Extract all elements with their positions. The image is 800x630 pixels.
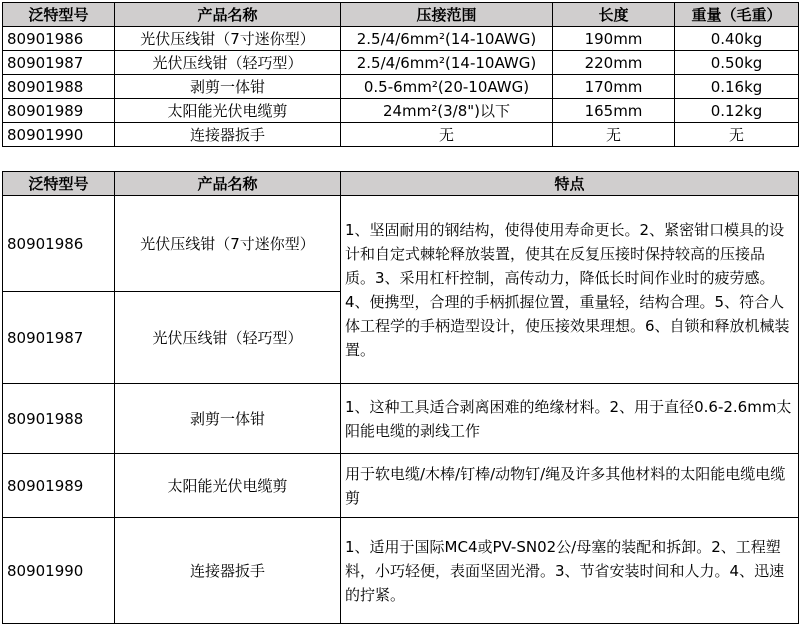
header-name: 产品名称	[115, 3, 341, 27]
range-cell: 0.5-6mm²(20-10AWG)	[341, 75, 553, 99]
model-cell: 80901990	[3, 123, 115, 147]
weight-cell: 0.16kg	[675, 75, 799, 99]
name-cell: 太阳能光伏电缆剪	[115, 99, 341, 123]
model-cell: 80901988	[3, 384, 115, 454]
name-cell: 光伏压线钳（轻巧型）	[115, 292, 341, 384]
header-model: 泛特型号	[3, 3, 115, 27]
range-cell: 2.5/4/6mm²(14-10AWG)	[341, 51, 553, 75]
name-cell: 剥剪一体钳	[115, 75, 341, 99]
features-cell: 1、坚固耐用的钢结构，使得使用寿命更长。2、紧密钳口模具的设计和自定式棘轮释放装置，使其在反复压接时保持较高的压接品质。3、采用杠杆控制，高传动力，降低长时间作业时的疲劳感。4、便携型，合理的手柄抓握位置，重量轻，结构合理。5、符合人体工程学的手柄造型设计，使压接效果理想。6、自锁和释放机械装置。	[341, 196, 799, 384]
range-cell: 24mm²(3/8")以下	[341, 99, 553, 123]
name-cell: 剥剪一体钳	[115, 384, 341, 454]
table-row	[3, 454, 799, 518]
length-cell: 170mm	[553, 75, 675, 99]
model-cell: 80901988	[3, 75, 115, 99]
spec-header-row	[3, 3, 799, 27]
table-row	[3, 51, 799, 75]
name-cell: 光伏压线钳（轻巧型）	[115, 51, 341, 75]
weight-cell: 0.40kg	[675, 27, 799, 51]
header-length: 长度	[553, 3, 675, 27]
weight-cell: 0.12kg	[675, 99, 799, 123]
header-name: 产品名称	[115, 172, 341, 196]
model-cell: 80901990	[3, 518, 115, 624]
header-features: 特点	[341, 172, 799, 196]
name-cell: 连接器扳手	[115, 123, 341, 147]
length-cell: 220mm	[553, 51, 675, 75]
model-cell: 80901989	[3, 99, 115, 123]
table-row	[3, 518, 799, 624]
length-cell: 165mm	[553, 99, 675, 123]
table-row	[3, 123, 799, 147]
weight-cell: 无	[675, 123, 799, 147]
table-row	[3, 27, 799, 51]
header-model: 泛特型号	[3, 172, 115, 196]
name-cell: 光伏压线钳（7寸迷你型）	[115, 196, 341, 292]
name-cell: 太阳能光伏电缆剪	[115, 454, 341, 518]
feature-header-row	[3, 172, 799, 196]
header-weight: 重量（毛重）	[675, 3, 799, 27]
table-row	[3, 75, 799, 99]
model-cell: 80901989	[3, 454, 115, 518]
weight-cell: 0.50kg	[675, 51, 799, 75]
name-cell: 光伏压线钳（7寸迷你型）	[115, 27, 341, 51]
length-cell: 190mm	[553, 27, 675, 51]
model-cell: 80901987	[3, 51, 115, 75]
features-cell: 1、适用于国际MC4或PV-SN02公/母塞的装配和拆卸。2、工程塑料，小巧轻便，表面坚固光滑。3、节省安装时间和人力。4、迅速的拧紧。	[341, 518, 799, 624]
range-cell: 无	[341, 123, 553, 147]
range-cell: 2.5/4/6mm²(14-10AWG)	[341, 27, 553, 51]
features-cell: 1、这种工具适合剥离困难的绝缘材料。2、用于直径0.6-2.6mm太阳能电缆的剥线工作	[341, 384, 799, 454]
table-row	[3, 384, 799, 454]
header-range: 压接范围	[341, 3, 553, 27]
table-row	[3, 196, 799, 292]
name-cell: 连接器扳手	[115, 518, 341, 624]
features-cell: 用于软电缆/木棒/钉棒/动物钉/绳及许多其他材料的太阳能电缆电缆剪	[341, 454, 799, 518]
spec-table	[2, 2, 799, 147]
length-cell: 无	[553, 123, 675, 147]
model-cell: 80901986	[3, 27, 115, 51]
model-cell: 80901987	[3, 292, 115, 384]
table-row	[3, 99, 799, 123]
feature-table	[2, 171, 799, 624]
model-cell: 80901986	[3, 196, 115, 292]
